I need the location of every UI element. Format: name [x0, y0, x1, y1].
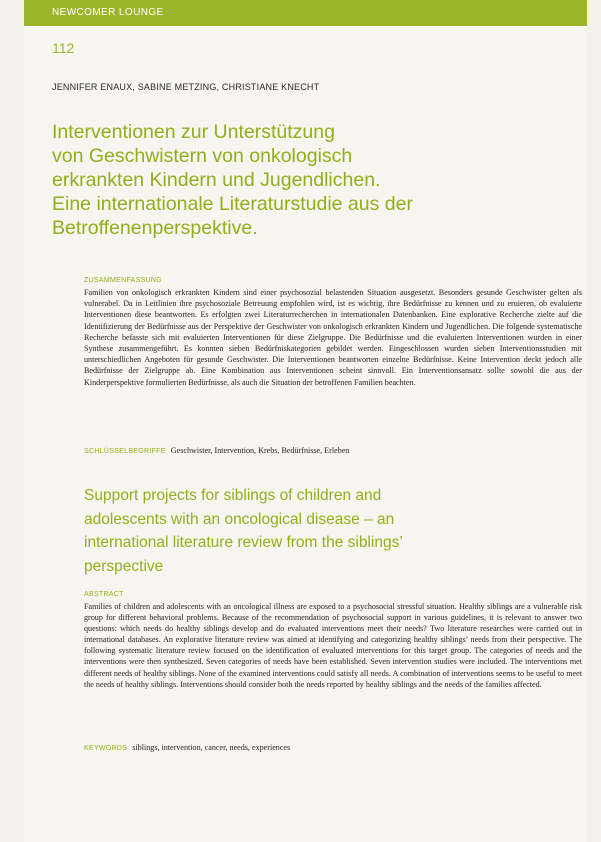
english-title-line: adolescents with an oncological disease – an [84, 510, 395, 528]
german-title-line: Interventionen zur Unterstützung [52, 121, 335, 143]
english-keywords [84, 743, 582, 752]
english-title-line: perspective [84, 557, 164, 575]
english-keywords-label: KEYWORDS [84, 745, 128, 752]
english-abstract-text: Families of children and adolescents with an oncological illness are exposed to a psychosocial stressful situation. Healthy siblings are a vulnerable risk group for different behavioral problems. Because of the recommendation of psychosocial support in various guidelines, it is relevant to answer two questions: which needs do healthy siblings develop and do evaluated interventions meet their needs? Two literature researches were carried out in international databases. An explorative literature review was aimed at identifying and categorizing healthy siblings’ needs from their perspective. The following systematic literature review focused on the identification of evaluated interventions for this target group. The categories of needs and the interventions were then synthesized. Seven categories of needs have been established. Seven intervention studies were included. The interventions met different needs of healthy siblings. None of the examined interventions could satisfy all needs. A combination of interventions seems to be useful to meet the needs of healthy siblings. Interventions should consider both the needs reported by healthy siblings and the needs of the families affected. [84, 602, 582, 689]
english-keywords-text: siblings, intervention, cancer, needs, experiences [132, 743, 291, 752]
german-title-line: von Geschwistern von onkologisch [52, 145, 353, 167]
author-list: JENNIFER ENAUX, SABINE METZING, CHRISTIANE KNECHT [52, 82, 320, 92]
english-title [84, 484, 584, 578]
german-title [52, 120, 572, 240]
english-title-line: Support projects for siblings of children and [84, 487, 382, 504]
german-keywords [84, 446, 582, 455]
german-title-line: Eine internationale Literaturstudie aus der [52, 193, 413, 215]
german-summary-text: Familien von onkologisch erkrankten Kindern sind einer psychosozial belastenden Situation ausgesetzt. Besonders gesunde Geschwister gelten als vulnerabel. Da in Leitlinien ihre psychosoziale Betreuung empfohlen wird, ist es wichtig, ihre Bedürfnisse zu kennen und zu eruieren, ob evaluierte Interventionen diese beantworten. Es erfolgten zwei Literaturrecherchen in internationalen Datenbanken. Eine explorative Recherche zielte auf die Identifizierung der Bedürfnisse aus der Perspektive der Geschwister von onkologisch erkrankten Kindern und Jugendlichen. Die folgende systematische Recherche befasste sich mit evaluierten Interventionen für diese Zielgruppe. Die Bedürfnisse und die evaluierten Interventionen wurden in einer Synthese zusammengeführt. Es konnten sieben Bedürfniskategorien gebildet werden. Eingeschlossen wurden sieben Interventionsstudien mit unterschiedlichen Angeboten für gesunde Geschwister. Die Interventionen beantworten einzelne Bedürfnisse. Keine Intervention deckt jedoch alle Bedürfnisse der Zielgruppe ab. Eine Kombination aus Interventionen scheint sinnvoll. Ein Interventionsansatz sollte sowohl die aus der Kinderperspektive formulierten Bedürfnisse, als auch die Situation der betroffenen Familien beachten. [84, 288, 582, 387]
german-keywords-text: Geschwister, Intervention, Krebs, Bedürfnisse, Erleben [170, 446, 350, 455]
german-keywords-label: SCHLÜSSELBEGRIFFE [84, 448, 166, 455]
journal-page [24, 0, 587, 842]
german-title-line: Betroffenenperspektive. [52, 217, 258, 239]
section-label: NEWCOMER LOUNGE [52, 7, 164, 18]
section-header-band [24, 0, 587, 26]
german-title-line: erkrankten Kindern und Jugendlichen. [52, 169, 381, 191]
page-number: 112 [52, 40, 75, 56]
english-title-line: international literature review from the siblings’ [84, 534, 403, 551]
english-abstract-label: ABSTRACT [84, 591, 124, 598]
german-summary-label: ZUSAMMENFASSUNG [84, 277, 163, 284]
